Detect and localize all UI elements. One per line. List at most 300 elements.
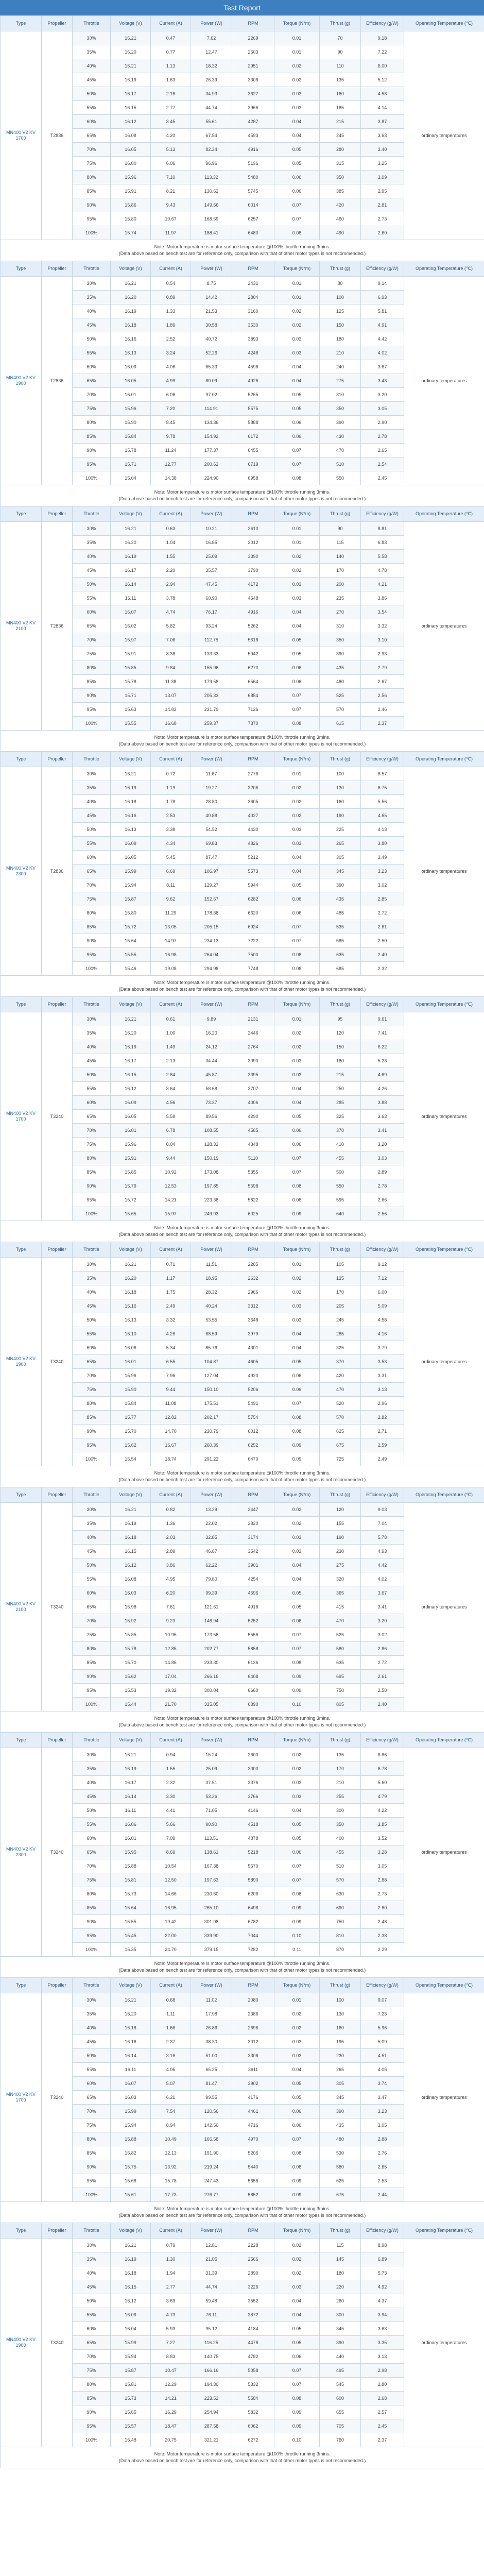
power-cell: 168.59 [191,212,232,226]
note-line-1: Note: Motor temperature is motor surface temperature @100% throttle running 3mins. [154,2451,331,2456]
throttle-cell: 60% [73,1586,111,1600]
thrust-cell: 325 [320,1110,361,1124]
torque-cell: 0.04 [274,1082,320,1096]
throttle-cell: 35% [73,2252,111,2266]
rpm-cell: 5822 [232,1193,274,1207]
current-cell: 2.77 [151,101,191,115]
torque-cell: 0.09 [274,1452,320,1466]
throttle-cell: 65% [73,1110,111,1124]
efficiency-cell: 3.13 [361,2350,404,2364]
column-header-rpm: RPM [232,1978,274,1993]
efficiency-cell: 2.46 [361,703,404,717]
current-cell: 14.86 [151,1656,191,1670]
thrust-cell: 305 [320,851,361,865]
efficiency-cell: 4.92 [361,2280,404,2294]
throttle-cell: 100% [73,226,111,240]
thrust-cell: 390 [320,647,361,661]
torque-cell: 0.02 [274,2266,320,2280]
thrust-cell: 675 [320,2188,361,2202]
header-row [1,16,484,31]
power-cell: 116.25 [191,2336,232,2350]
torque-cell: 0.05 [274,2322,320,2336]
thrust-cell: 695 [320,1670,361,1684]
voltage-cell: 15.84 [111,430,151,444]
rpm-cell: 4478 [232,2336,274,2350]
efficiency-cell: 3.05 [361,402,404,416]
thrust-cell: 435 [320,661,361,675]
efficiency-cell: 4.93 [361,1545,404,1558]
current-cell: 4.73 [151,2308,191,2322]
throttle-cell: 70% [73,1124,111,1138]
power-cell: 287.58 [191,2419,232,2433]
current-cell: 4.20 [151,129,191,143]
throttle-cell: 45% [73,318,111,332]
rpm-cell: 4920 [232,1369,274,1383]
voltage-cell: 16.09 [111,2308,151,2322]
column-header-efficiency: Efficiency (g/W) [361,997,404,1012]
rpm-cell: 4430 [232,823,274,837]
torque-cell: 0.09 [274,1915,320,1929]
current-cell: 1.94 [151,2266,191,2280]
note-row [1,240,484,261]
rpm-cell: 4254 [232,1572,274,1586]
efficiency-cell: 3.43 [361,374,404,388]
rpm-cell: 6958 [232,471,274,485]
efficiency-cell: 5.96 [361,2021,404,2035]
torque-cell: 0.03 [274,2280,320,2294]
thrust-cell: 480 [320,675,361,689]
rpm-cell: 3648 [232,1313,274,1327]
current-cell: 10.67 [151,212,191,226]
torque-cell: 0.01 [274,31,320,45]
thrust-cell: 365 [320,1586,361,1600]
voltage-cell: 15.74 [111,226,151,240]
voltage-cell: 16.20 [111,45,151,59]
throttle-cell: 35% [73,1026,111,1040]
torque-cell: 0.03 [274,2049,320,2063]
thrust-cell: 640 [320,1207,361,1221]
rpm-cell: 3707 [232,1082,274,1096]
voltage-cell: 16.02 [111,619,151,633]
voltage-cell: 15.55 [111,717,151,731]
operating-temperature-cell: ordinary temperatures [404,31,484,240]
rpm-cell: 2386 [232,2007,274,2021]
torque-cell: 0.09 [274,2188,320,2202]
rpm-cell: 6480 [232,226,274,240]
rpm-cell: 3160 [232,304,274,318]
voltage-cell: 15.94 [111,878,151,892]
power-cell: 113.51 [191,1832,232,1845]
thrust-cell: 90 [320,522,361,536]
rpm-cell: 4596 [232,1586,274,1600]
power-cell: 87.47 [191,851,232,865]
current-cell: 7.20 [151,402,191,416]
throttle-cell: 30% [73,2239,111,2252]
throttle-cell: 55% [73,1327,111,1341]
current-cell: 9.44 [151,1383,191,1397]
column-header-temp: Operating Temperature (℃) [404,2223,484,2239]
efficiency-cell: 2.38 [361,1929,404,1943]
torque-cell: 0.10 [274,1929,320,1943]
table-row [1,2239,484,2252]
torque-cell: 0.05 [274,1600,320,1614]
thrust-cell: 305 [320,2077,361,2091]
column-header-voltage: Voltage (V) [111,261,151,277]
power-cell: 130.62 [191,184,232,198]
column-header-voltage: Voltage (V) [111,1978,151,1993]
rpm-cell: 6660 [232,1684,274,1698]
torque-cell: 0.08 [274,1179,320,1193]
column-header-current: Current (A) [151,16,191,31]
voltage-cell: 15.91 [111,184,151,198]
throttle-cell: 90% [73,2160,111,2174]
column-header-thrust: Thrust (g) [320,1733,361,1748]
voltage-cell: 15.72 [111,1193,151,1207]
power-cell: 53.26 [191,1790,232,1804]
throttle-cell: 70% [73,878,111,892]
current-cell: 0.77 [151,45,191,59]
thrust-cell: 315 [320,157,361,171]
throttle-cell: 55% [73,2308,111,2322]
torque-cell: 0.08 [274,1656,320,1670]
power-cell: 173.56 [191,1628,232,1642]
header-row [1,2223,484,2239]
current-cell: 22.00 [151,1929,191,1943]
throttle-cell: 35% [73,45,111,59]
rpm-cell: 7370 [232,717,274,731]
voltage-cell: 15.53 [111,1684,151,1698]
thrust-cell: 260 [320,2294,361,2308]
power-cell: 179.58 [191,675,232,689]
column-header-throttle: Throttle [73,1733,111,1748]
power-cell: 89.56 [191,1110,232,1124]
thrust-cell: 805 [320,1698,361,1711]
torque-cell: 0.07 [274,1151,320,1165]
voltage-cell: 15.44 [111,1698,151,1711]
thrust-cell: 180 [320,1054,361,1068]
efficiency-cell: 4.13 [361,823,404,837]
efficiency-cell: 2.78 [361,1179,404,1193]
voltage-cell: 15.98 [111,1600,151,1614]
current-cell: 7.61 [151,1600,191,1614]
throttle-cell: 40% [73,304,111,318]
voltage-cell: 15.99 [111,2105,151,2119]
efficiency-cell: 5.58 [361,550,404,564]
throttle-cell: 30% [73,522,111,536]
current-cell: 10.54 [151,1859,191,1873]
rpm-cell: 2447 [232,1503,274,1517]
note-line-2: (Data above based on bench test are for reference only, comparison with that of other motor types is not recommended.) [118,496,366,501]
rpm-cell: 3306 [232,73,274,87]
torque-cell: 0.07 [274,2132,320,2146]
current-cell: 14.70 [151,1425,191,1438]
thrust-cell: 225 [320,823,361,837]
power-cell: 173.08 [191,1165,232,1179]
current-cell: 12.13 [151,2146,191,2160]
rpm-cell: 2566 [232,2252,274,2266]
current-cell: 11.97 [151,226,191,240]
thrust-cell: 760 [320,2433,361,2447]
current-cell: 9.43 [151,198,191,212]
thrust-cell: 180 [320,2266,361,2280]
current-cell: 2.94 [151,578,191,591]
rpm-cell: 3206 [232,781,274,795]
voltage-cell: 16.17 [111,1776,151,1790]
torque-cell: 0.08 [274,2392,320,2405]
throttle-cell: 75% [73,892,111,906]
current-cell: 6.69 [151,865,191,878]
thrust-cell: 105 [320,1258,361,1272]
voltage-cell: 16.12 [111,1558,151,1572]
thrust-cell: 410 [320,1138,361,1151]
current-cell: 18.74 [151,1452,191,1466]
power-cell: 28.32 [191,1285,232,1299]
efficiency-cell: 6.75 [361,781,404,795]
current-cell: 3.64 [151,1082,191,1096]
throttle-cell: 60% [73,851,111,865]
current-cell: 8.83 [151,2350,191,2364]
thrust-cell: 300 [320,2308,361,2322]
current-cell: 5.93 [151,2322,191,2336]
thrust-cell: 705 [320,2419,361,2433]
voltage-cell: 15.96 [111,1369,151,1383]
power-cell: 260.39 [191,1438,232,1452]
torque-cell: 0.02 [274,1040,320,1054]
thrust-cell: 120 [320,1503,361,1517]
rpm-cell: 3308 [232,2049,274,2063]
power-cell: 47.45 [191,578,232,591]
thrust-cell: 390 [320,416,361,430]
power-cell: 108.55 [191,1124,232,1138]
voltage-cell: 16.04 [111,2322,151,2336]
rpm-cell: 5218 [232,1845,274,1859]
column-header-voltage: Voltage (V) [111,16,151,31]
torque-cell: 0.06 [274,1845,320,1859]
efficiency-cell: 2.53 [361,2174,404,2188]
thrust-cell: 750 [320,1684,361,1698]
column-header-torque: Torque (N*m) [274,1487,320,1503]
current-cell: 11.38 [151,675,191,689]
column-header-propeller: Propeller [42,1733,73,1748]
propeller-cell: T2836 [42,31,73,240]
torque-cell: 0.09 [274,2419,320,2433]
torque-cell: 0.03 [274,87,320,101]
efficiency-cell: 2.32 [361,962,404,976]
column-header-torque: Torque (N*m) [274,506,320,522]
power-cell: 53.55 [191,1313,232,1327]
torque-cell: 0.06 [274,1124,320,1138]
torque-cell: 0.02 [274,73,320,87]
thrust-cell: 170 [320,1762,361,1776]
efficiency-cell: 2.73 [361,212,404,226]
column-header-thrust: Thrust (g) [320,997,361,1012]
current-cell: 3.32 [151,1313,191,1327]
power-cell: 85.76 [191,1341,232,1355]
throttle-cell: 75% [73,1628,111,1642]
voltage-cell: 16.11 [111,2063,151,2077]
voltage-cell: 15.54 [111,1452,151,1466]
voltage-cell: 16.13 [111,346,151,360]
thrust-cell: 510 [320,457,361,471]
thrust-cell: 485 [320,906,361,920]
torque-cell: 0.02 [274,1517,320,1531]
efficiency-cell: 5.73 [361,2266,404,2280]
torque-cell: 0.09 [274,1901,320,1915]
voltage-cell: 15.62 [111,1670,151,1684]
power-cell: 34.44 [191,1054,232,1068]
torque-cell: 0.08 [274,1193,320,1207]
throttle-cell: 55% [73,1818,111,1832]
power-cell: 120.56 [191,2105,232,2119]
rpm-cell: 5570 [232,1859,274,1873]
current-cell: 17.04 [151,1670,191,1684]
power-cell: 81.47 [191,2077,232,2091]
voltage-cell: 15.55 [111,1915,151,1929]
torque-cell: 0.07 [274,703,320,717]
thrust-cell: 155 [320,1517,361,1531]
current-cell: 7.10 [151,171,191,184]
rpm-cell: 5832 [232,2405,274,2419]
table-row [1,1748,484,1762]
throttle-cell: 30% [73,1748,111,1762]
power-cell: 99.55 [191,2091,232,2105]
power-cell: 12.47 [191,45,232,59]
efficiency-cell: 2.65 [361,2160,404,2174]
note-row [1,2202,484,2223]
power-cell: 71.05 [191,1804,232,1818]
current-cell: 2.16 [151,87,191,101]
rpm-cell: 6620 [232,906,274,920]
torque-cell: 0.06 [274,1369,320,1383]
thrust-cell: 870 [320,1943,361,1957]
column-header-type: Type [1,752,42,767]
current-cell: 19.42 [151,1915,191,1929]
efficiency-cell: 2.85 [361,892,404,906]
power-cell: 104.87 [191,1355,232,1369]
efficiency-cell: 4.16 [361,1327,404,1341]
current-cell: 9.78 [151,430,191,444]
column-header-rpm: RPM [232,1242,274,1258]
rpm-cell: 5618 [232,633,274,647]
torque-cell: 0.09 [274,2405,320,2419]
efficiency-cell: 2.59 [361,1438,404,1452]
efficiency-cell: 4.58 [361,87,404,101]
voltage-cell: 15.92 [111,1614,151,1628]
column-header-throttle: Throttle [73,752,111,767]
voltage-cell: 16.19 [111,304,151,318]
torque-cell: 0.03 [274,1054,320,1068]
current-cell: 1.49 [151,1040,191,1054]
current-cell: 14.83 [151,703,191,717]
current-cell: 3.30 [151,1790,191,1804]
torque-cell: 0.04 [274,865,320,878]
column-header-power: Power (W) [191,997,232,1012]
power-cell: 62.22 [191,1558,232,1572]
torque-cell: 0.07 [274,1873,320,1887]
column-header-torque: Torque (N*m) [274,1733,320,1748]
note-line-2: (Data above based on bench test are for reference only, comparison with that of other motor types is not recommended.) [118,2213,366,2218]
power-cell: 73.37 [191,1096,232,1110]
current-cell: 3.45 [151,115,191,129]
power-cell: 40.24 [191,1299,232,1313]
throttle-cell: 100% [73,962,111,976]
efficiency-cell: 9.12 [361,1258,404,1272]
note-row [1,2447,484,2468]
voltage-cell: 16.13 [111,1313,151,1327]
rpm-cell: 2603 [232,45,274,59]
voltage-cell: 16.06 [111,1818,151,1832]
throttle-cell: 30% [73,1503,111,1517]
column-header-voltage: Voltage (V) [111,1733,151,1748]
torque-cell: 0.06 [274,675,320,689]
throttle-cell: 80% [73,2378,111,2392]
note-line-1: Note: Motor temperature is motor surface temperature @100% throttle running 3mins. [154,1716,331,1721]
column-header-power: Power (W) [191,506,232,522]
throttle-cell: 75% [73,157,111,171]
torque-cell: 0.08 [274,948,320,962]
power-cell: 121.61 [191,1600,232,1614]
throttle-cell: 90% [73,444,111,457]
thrust-cell: 160 [320,795,361,809]
throttle-cell: 45% [73,1054,111,1068]
throttle-cell: 50% [73,2294,111,2308]
rpm-cell: 5196 [232,157,274,171]
current-cell: 15.97 [151,1207,191,1221]
torque-cell: 0.06 [274,171,320,184]
throttle-cell: 95% [73,212,111,226]
column-header-temp: Operating Temperature (℃) [404,1978,484,1993]
efficiency-cell: 2.89 [361,1165,404,1179]
efficiency-cell: 3.63 [361,2322,404,2336]
column-header-efficiency: Efficiency (g/W) [361,261,404,277]
thrust-cell: 90 [320,45,361,59]
test-report-table [0,15,484,2468]
throttle-cell: 60% [73,1341,111,1355]
efficiency-cell: 2.60 [361,1901,404,1915]
throttle-cell: 85% [73,920,111,934]
torque-cell: 0.08 [274,2160,320,2174]
efficiency-cell: 2.81 [361,198,404,212]
column-header-current: Current (A) [151,1242,191,1258]
note-cell [1,2202,484,2223]
voltage-cell: 16.06 [111,1341,151,1355]
voltage-cell: 15.82 [111,2146,151,2160]
rpm-cell: 5480 [232,171,274,184]
torque-cell: 0.04 [274,851,320,865]
throttle-cell: 40% [73,1531,111,1545]
efficiency-cell: 4.22 [361,1804,404,1818]
thrust-cell: 580 [320,1642,361,1656]
thrust-cell: 125 [320,304,361,318]
throttle-cell: 90% [73,1670,111,1684]
column-header-efficiency: Efficiency (g/W) [361,1978,404,1993]
efficiency-cell: 5.12 [361,73,404,87]
current-cell: 14.21 [151,2392,191,2405]
motor-type-cell: MN400 V2 KV 1900 [1,1258,42,1466]
rpm-cell: 2080 [232,1993,274,2007]
throttle-cell: 80% [73,1397,111,1411]
torque-cell: 0.05 [274,388,320,402]
operating-temperature-cell: ordinary temperatures [404,1748,484,1957]
power-cell: 194.30 [191,2378,232,2392]
torque-cell: 0.03 [274,1068,320,1082]
torque-cell: 0.03 [274,2035,320,2049]
thrust-cell: 255 [320,1790,361,1804]
voltage-cell: 16.09 [111,360,151,374]
voltage-cell: 15.65 [111,1207,151,1221]
power-cell: 52.26 [191,346,232,360]
thrust-cell: 350 [320,402,361,416]
